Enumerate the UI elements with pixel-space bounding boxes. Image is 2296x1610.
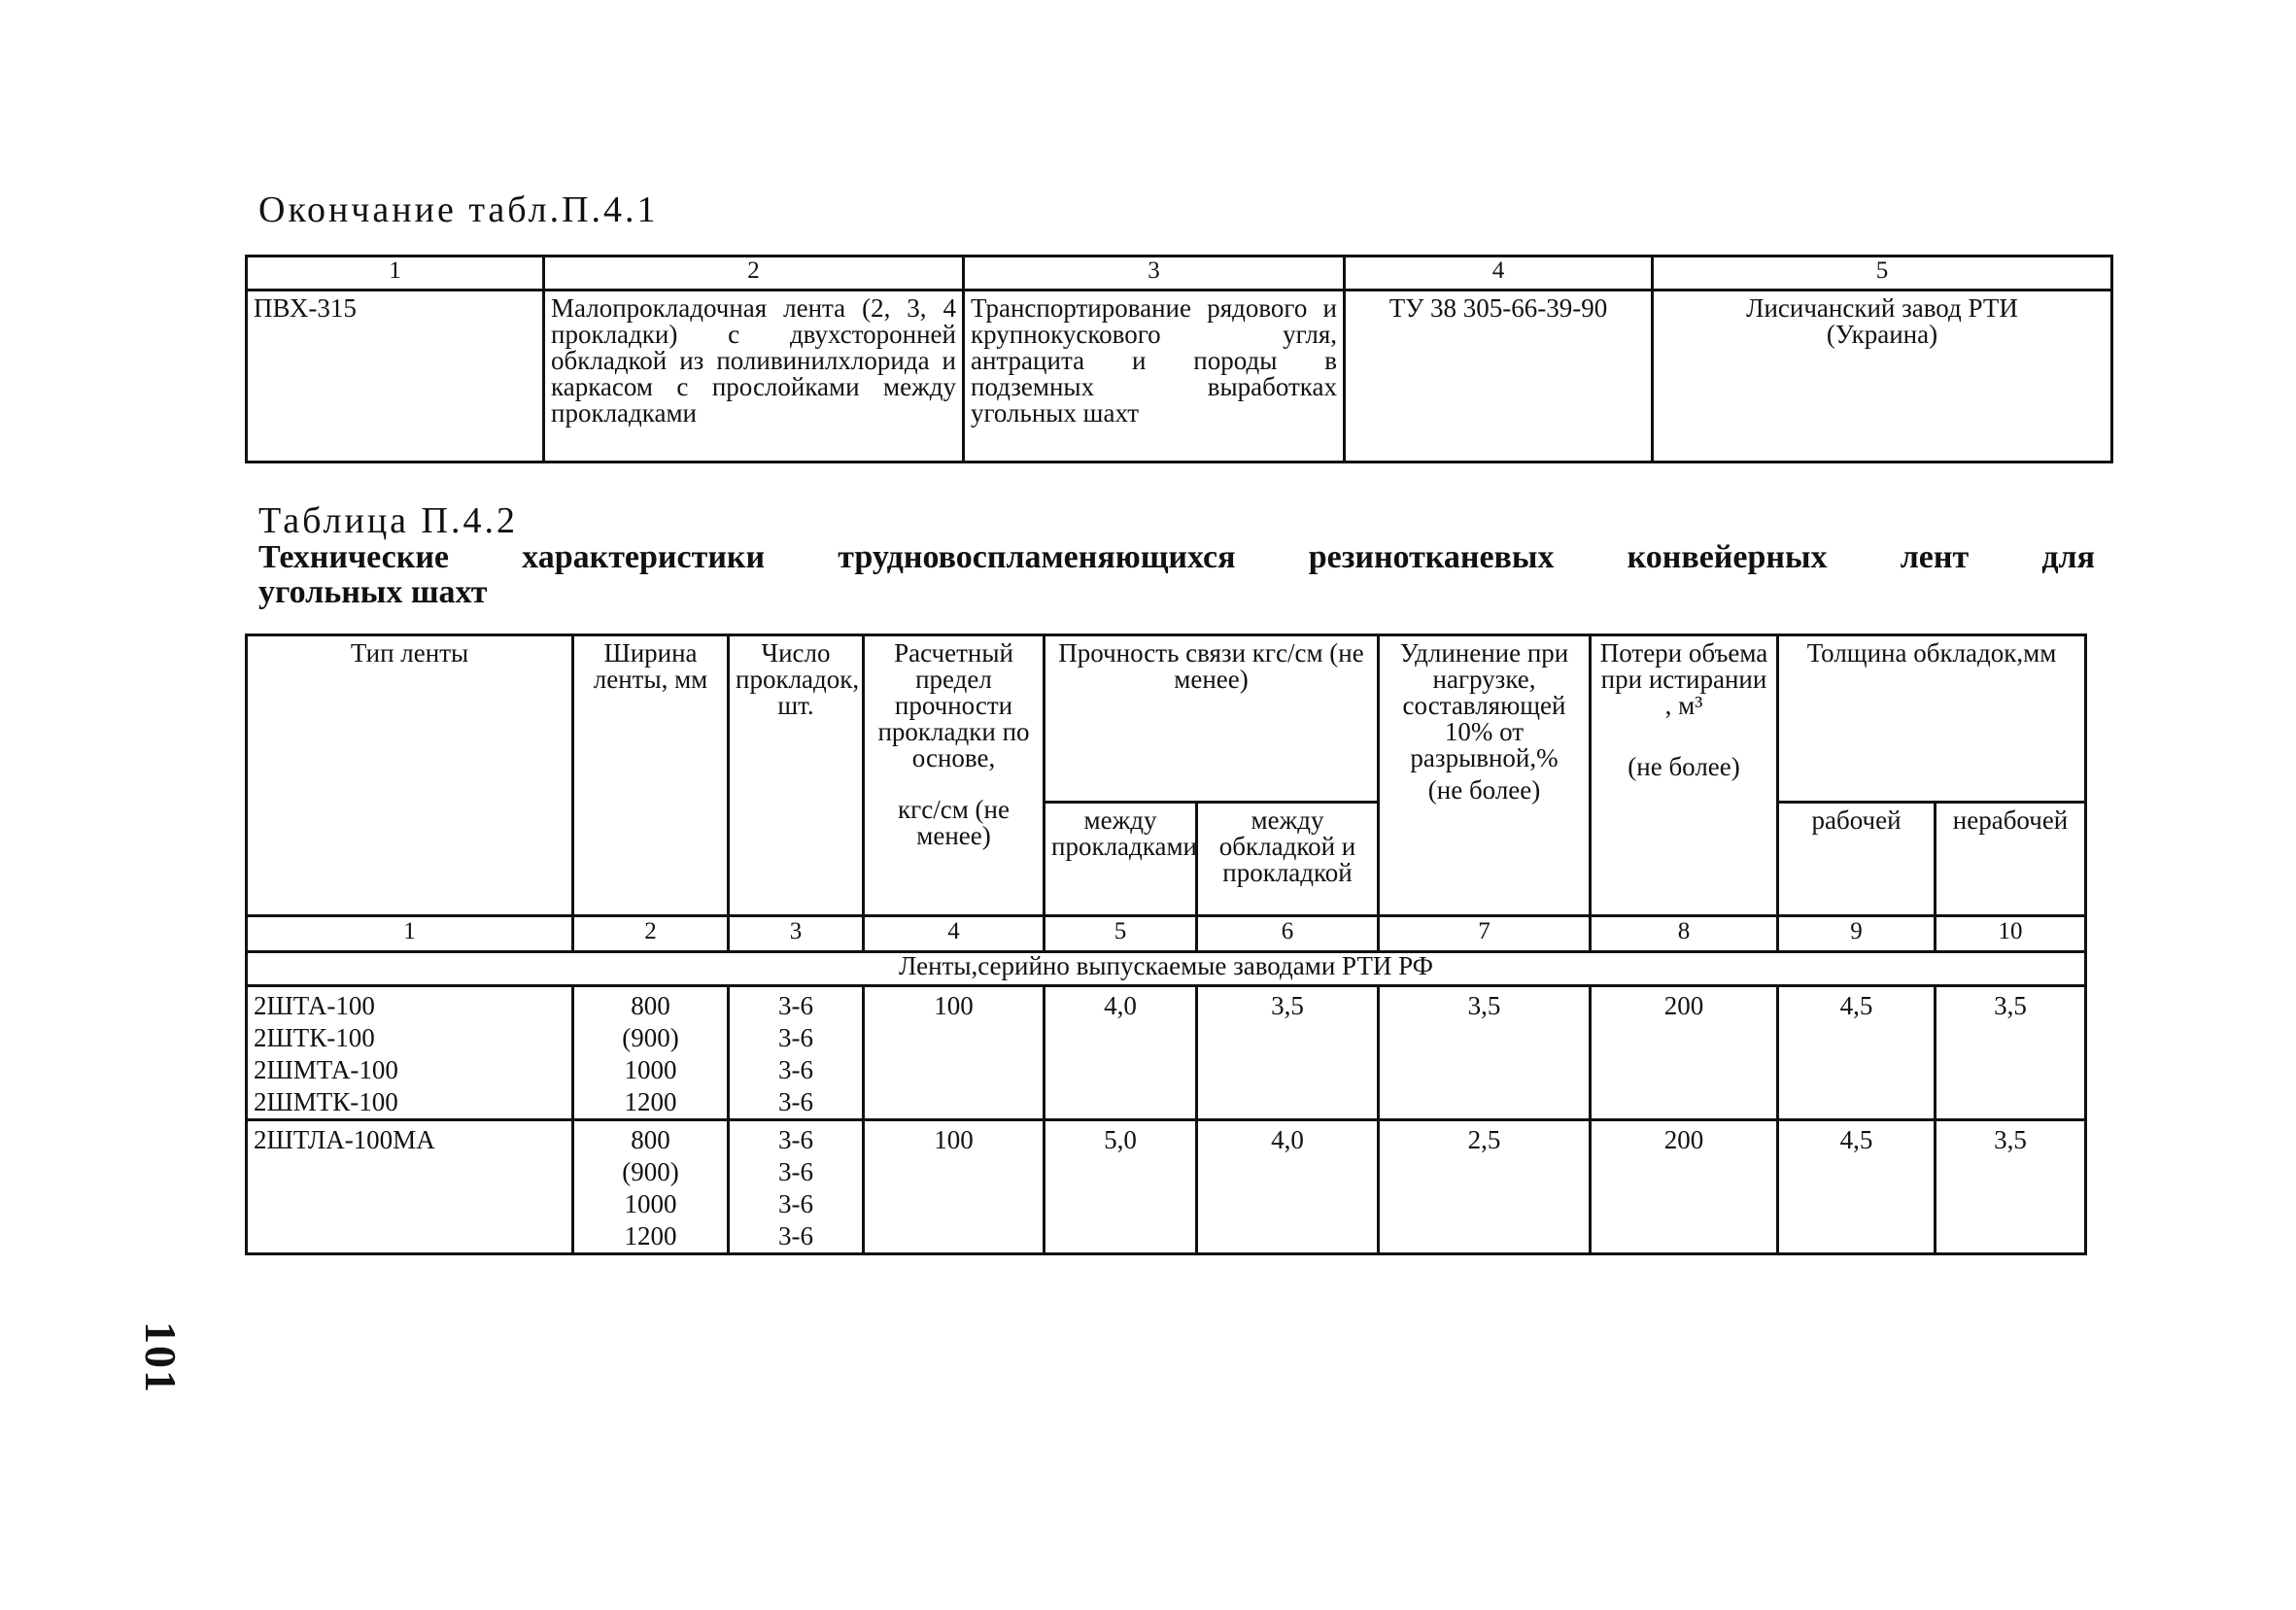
table2-caption: Таблица П.4.2	[258, 500, 518, 541]
table-row	[247, 291, 2112, 462]
plies-item: 3-6	[778, 1055, 813, 1084]
belt-standard: ТУ 38 305-66-39-90	[1345, 291, 1653, 462]
width-item: 1200	[624, 1087, 677, 1116]
width-item: (900)	[622, 1023, 679, 1052]
page-number: 101	[136, 1321, 186, 1394]
plies-item: 3-6	[778, 1023, 813, 1052]
cover-nonwork-cell: 3,5	[1936, 1120, 2086, 1254]
column-number-row	[247, 916, 2086, 952]
table2-title	[258, 540, 2095, 610]
col-num: 4	[864, 916, 1045, 952]
header-bond-cover: между обкладкой и прокладкой	[1197, 803, 1379, 916]
header-row-1	[247, 635, 2086, 803]
loss-cell: 200	[1591, 986, 1778, 1120]
type-item: 2ШМТА-100	[254, 1055, 398, 1084]
col-num: 4	[1345, 257, 1653, 291]
col-num: 9	[1778, 916, 1936, 952]
belt-type: ПВХ-315	[247, 291, 544, 462]
header-strength	[864, 635, 1045, 916]
plies-item: 3-6	[778, 1087, 813, 1116]
cover-work-cell: 4,5	[1778, 1120, 1936, 1254]
width-item: (900)	[622, 1157, 679, 1186]
table1-caption: Окончание табл.П.4.1	[258, 189, 659, 230]
elongation-cell: 2,5	[1379, 1120, 1591, 1254]
width-item: 1000	[624, 1055, 677, 1084]
header-cover-nonwork: нерабочей	[1936, 803, 2086, 916]
header-elongation-top: Удлинение при нагрузке, составляющей 10% от разрывной,%	[1399, 638, 1569, 772]
plies-item: 3-6	[778, 1157, 813, 1186]
cover-work-cell: 4,5	[1778, 986, 1936, 1120]
header-cover: Толщина обкладок,мм	[1778, 635, 2086, 803]
header-elongation-bottom: (не более)	[1427, 775, 1541, 805]
col-num: 3	[964, 257, 1345, 291]
col-num: 5	[1653, 257, 2112, 291]
col-num: 1	[247, 257, 544, 291]
header-strength-bottom: кгс/см (не менее)	[898, 795, 1010, 850]
belt-description: Малопрокладочная лента (2, 3, 4 прокладки) с двухсторонней обкладкой из поливинилхлорида и каркасом с прослойками между прокладками	[544, 291, 964, 462]
header-bond-plies: между прокладками	[1045, 803, 1197, 916]
header-strength-top: Расчетный предел прочности прокладки по основе,	[877, 638, 1030, 772]
col-num: 6	[1197, 916, 1379, 952]
widths-cell	[573, 986, 729, 1120]
header-loss-bottom: (не более)	[1628, 752, 1740, 781]
header-cover-work: рабочей	[1778, 803, 1936, 916]
col-num: 1	[247, 916, 573, 952]
table2-title-line2: угольных шахт	[258, 574, 488, 610]
type-item: 2ШТК-100	[254, 1023, 375, 1052]
loss-cell: 200	[1591, 1120, 1778, 1254]
col-num: 2	[573, 916, 729, 952]
plies-item: 3-6	[778, 991, 813, 1020]
bond-cover-cell: 4,0	[1197, 1120, 1379, 1254]
header-elongation	[1379, 635, 1591, 916]
column-number-row	[247, 257, 2112, 291]
table-row	[247, 1120, 2086, 1254]
bond-plies-cell: 5,0	[1045, 1120, 1197, 1254]
header-type: Тип ленты	[247, 635, 573, 916]
cover-nonwork-cell: 3,5	[1936, 986, 2086, 1120]
plies-item: 3-6	[778, 1125, 813, 1154]
bond-cover-cell: 3,5	[1197, 986, 1379, 1120]
header-width: Ширина ленты, мм	[573, 635, 729, 916]
col-num: 7	[1379, 916, 1591, 952]
plies-item: 3-6	[778, 1189, 813, 1218]
table-p4-2	[245, 634, 2087, 1255]
types-cell	[247, 1120, 573, 1254]
plies-cell	[729, 986, 864, 1120]
col-num: 5	[1045, 916, 1197, 952]
col-num: 8	[1591, 916, 1778, 952]
header-loss	[1591, 635, 1778, 916]
table-row	[247, 986, 2086, 1120]
width-item: 800	[631, 991, 670, 1020]
type-item: 2ШМТК-100	[254, 1087, 398, 1116]
widths-cell	[573, 1120, 729, 1254]
col-num: 3	[729, 916, 864, 952]
width-item: 1000	[624, 1189, 677, 1218]
plies-cell	[729, 1120, 864, 1254]
group-title: Ленты,серийно выпускаемые заводами РТИ РФ	[247, 952, 2086, 986]
table2-title-line1: Технические характеристики трудновоспламеняющихся резинотканевых конвейерных лент для	[258, 539, 2095, 575]
belt-application: Транспортирование рядового и крупнокускового угля, антрацита и породы в подземных выработках угольных шахт	[964, 291, 1345, 462]
group-row	[247, 952, 2086, 986]
col-num: 2	[544, 257, 964, 291]
strength-cell: 100	[864, 1120, 1045, 1254]
plies-item: 3-6	[778, 1221, 813, 1250]
table-p4-1-end	[245, 255, 2113, 463]
type-item: 2ШТА-100	[254, 991, 375, 1020]
types-cell	[247, 986, 573, 1120]
belt-manufacturer: Лисичанский завод РТИ (Украина)	[1653, 291, 2112, 462]
header-plies: Число прокладок, шт.	[729, 635, 864, 916]
bond-plies-cell: 4,0	[1045, 986, 1197, 1120]
header-bond: Прочность связи кгс/см (не менее)	[1045, 635, 1379, 803]
header-loss-top: Потери объема при истирании , м³	[1599, 638, 1768, 720]
width-item: 1200	[624, 1221, 677, 1250]
elongation-cell: 3,5	[1379, 986, 1591, 1120]
strength-cell: 100	[864, 986, 1045, 1120]
width-item: 800	[631, 1125, 670, 1154]
type-item: 2ШТЛА-100МА	[254, 1125, 435, 1154]
col-num: 10	[1936, 916, 2086, 952]
